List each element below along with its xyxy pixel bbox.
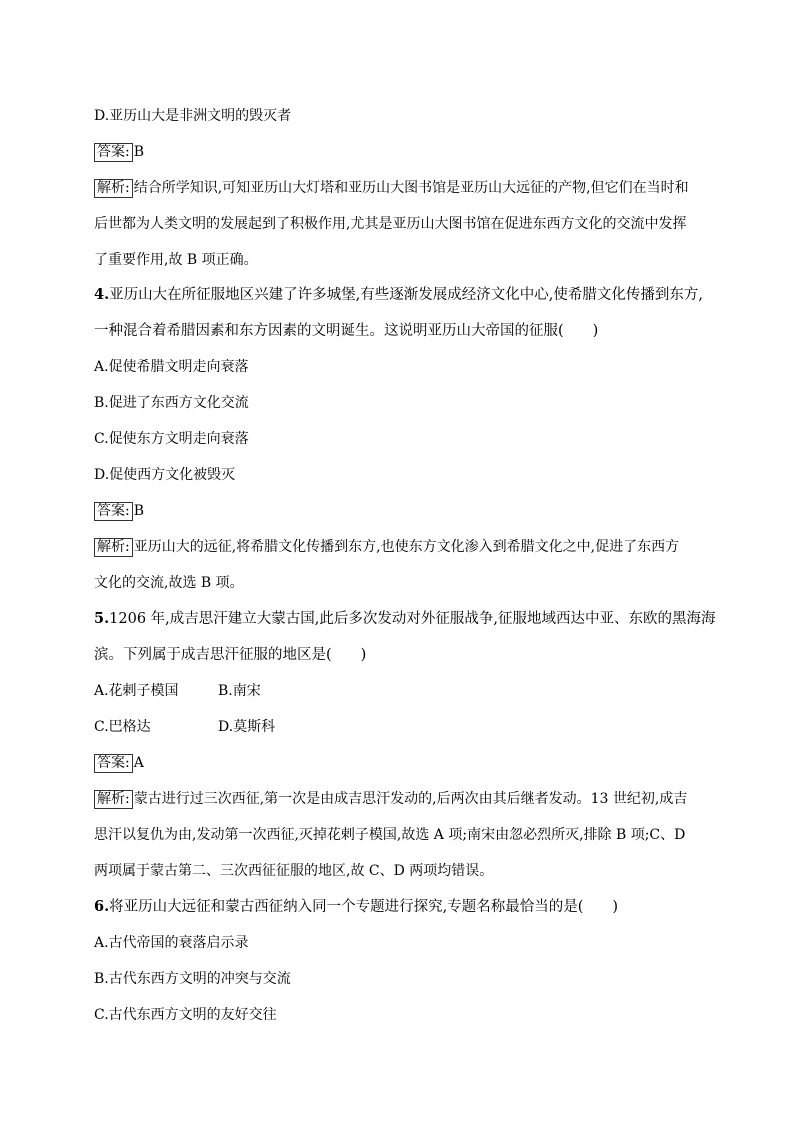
q5-options-row1: [94, 681, 261, 701]
q3-analysis-line1: [94, 178, 689, 198]
q3-analysis-line3: 了重要作用,故 B 项正确。: [94, 252, 258, 268]
q4-answer: [94, 501, 144, 521]
q4-option-b: B.促进了东西方文化交流: [94, 395, 249, 411]
question-text: 将亚历山大远征和蒙古西征纳入同一个专题进行探究,专题名称最恰当的是( ): [109, 899, 619, 915]
q4-option-a: A.促使希腊文明走向衰落: [94, 359, 249, 375]
q5-option-b: B.南宋: [218, 683, 261, 699]
q5-option-c: C.巴格达: [94, 719, 151, 735]
q6-stem-line1: [94, 897, 618, 917]
q4-stem-line2: 一种混合着希腊因素和东方因素的文明诞生。这说明亚历山大帝国的征服( ): [94, 323, 599, 339]
answer-label: 答案:: [94, 754, 133, 773]
answer-label: 答案:: [94, 502, 133, 521]
question-text: 亚历山大在所征服地区兴建了许多城堡,有些逐渐发展成经济文化中心,使希腊文化传播到东方,: [109, 287, 703, 303]
question-number: 6.: [94, 898, 110, 915]
q6-option-b: B.古代东西方文明的冲突与交流: [94, 971, 291, 987]
q5-option-d: D.莫斯科: [218, 719, 276, 735]
q4-stem-line1: [94, 285, 703, 305]
q5-analysis-line3: 两项属于蒙古第二、三次西征征服的地区,故 C、D 两项均错误。: [94, 863, 494, 879]
q5-option-a: A.花剌子模国: [94, 683, 179, 699]
q4-option-c: C.促使东方文明走向衰落: [94, 431, 249, 447]
q3-analysis-line2: 后世都为人类文明的发展起到了积极作用,尤其是亚历山大图书馆在促进东西方文化的交流中发挥: [94, 216, 687, 232]
q5-analysis-line1: [94, 789, 687, 809]
question-number: 5.: [94, 610, 110, 627]
q6-option-a: A.古代帝国的衰落启示录: [94, 935, 249, 951]
q4-analysis-line2: 文化的交流,故选 B 项。: [94, 575, 244, 591]
analysis-text: 亚历山大的远征,将希腊文化传播到东方,也使东方文化渗入到希腊文化之中,促进了东西方: [133, 539, 680, 555]
analysis-label: 解析:: [94, 790, 133, 809]
q5-analysis-line2: 思汗以复仇为由,发动第一次西征,灭掉花剌子模国,故选 A 项;南宋由忽必烈所灭,排除 B 项;C、D: [94, 827, 686, 843]
q5-answer: [94, 753, 144, 773]
q5-stem-line2: 滨。下列属于成吉思汗征服的地区是( ): [94, 647, 367, 663]
analysis-label: 解析:: [94, 179, 133, 198]
q4-option-d: D.促使西方文化被毁灭: [94, 467, 236, 483]
analysis-label: 解析:: [94, 538, 133, 557]
analysis-text: 蒙古进行过三次西征,第一次是由成吉思汗发动的,后两次由其后继者发动。13 世纪初,成吉: [133, 791, 688, 807]
question-number: 4.: [94, 286, 110, 303]
q6-option-c: C.古代东西方文明的友好交往: [94, 1007, 277, 1023]
q4-analysis-line1: [94, 537, 679, 557]
q3-option-d: D.亚历山大是非洲文明的毁灭者: [94, 108, 292, 124]
answer-value: B: [133, 503, 145, 519]
answer-value: B: [133, 144, 145, 160]
q5-options-row2: [94, 717, 275, 737]
q3-answer: [94, 142, 144, 162]
q5-stem-line1: [94, 609, 715, 629]
answer-label: 答案:: [94, 143, 133, 162]
analysis-text: 结合所学知识,可知亚历山大灯塔和亚历山大图书馆是亚历山大远征的产物,但它们在当时和: [133, 180, 689, 196]
answer-value: A: [133, 755, 144, 771]
question-text: 1206 年,成吉思汗建立大蒙古国,此后多次发动对外征服战争,征服地域西达中亚、东欧的黑海海: [109, 611, 716, 627]
